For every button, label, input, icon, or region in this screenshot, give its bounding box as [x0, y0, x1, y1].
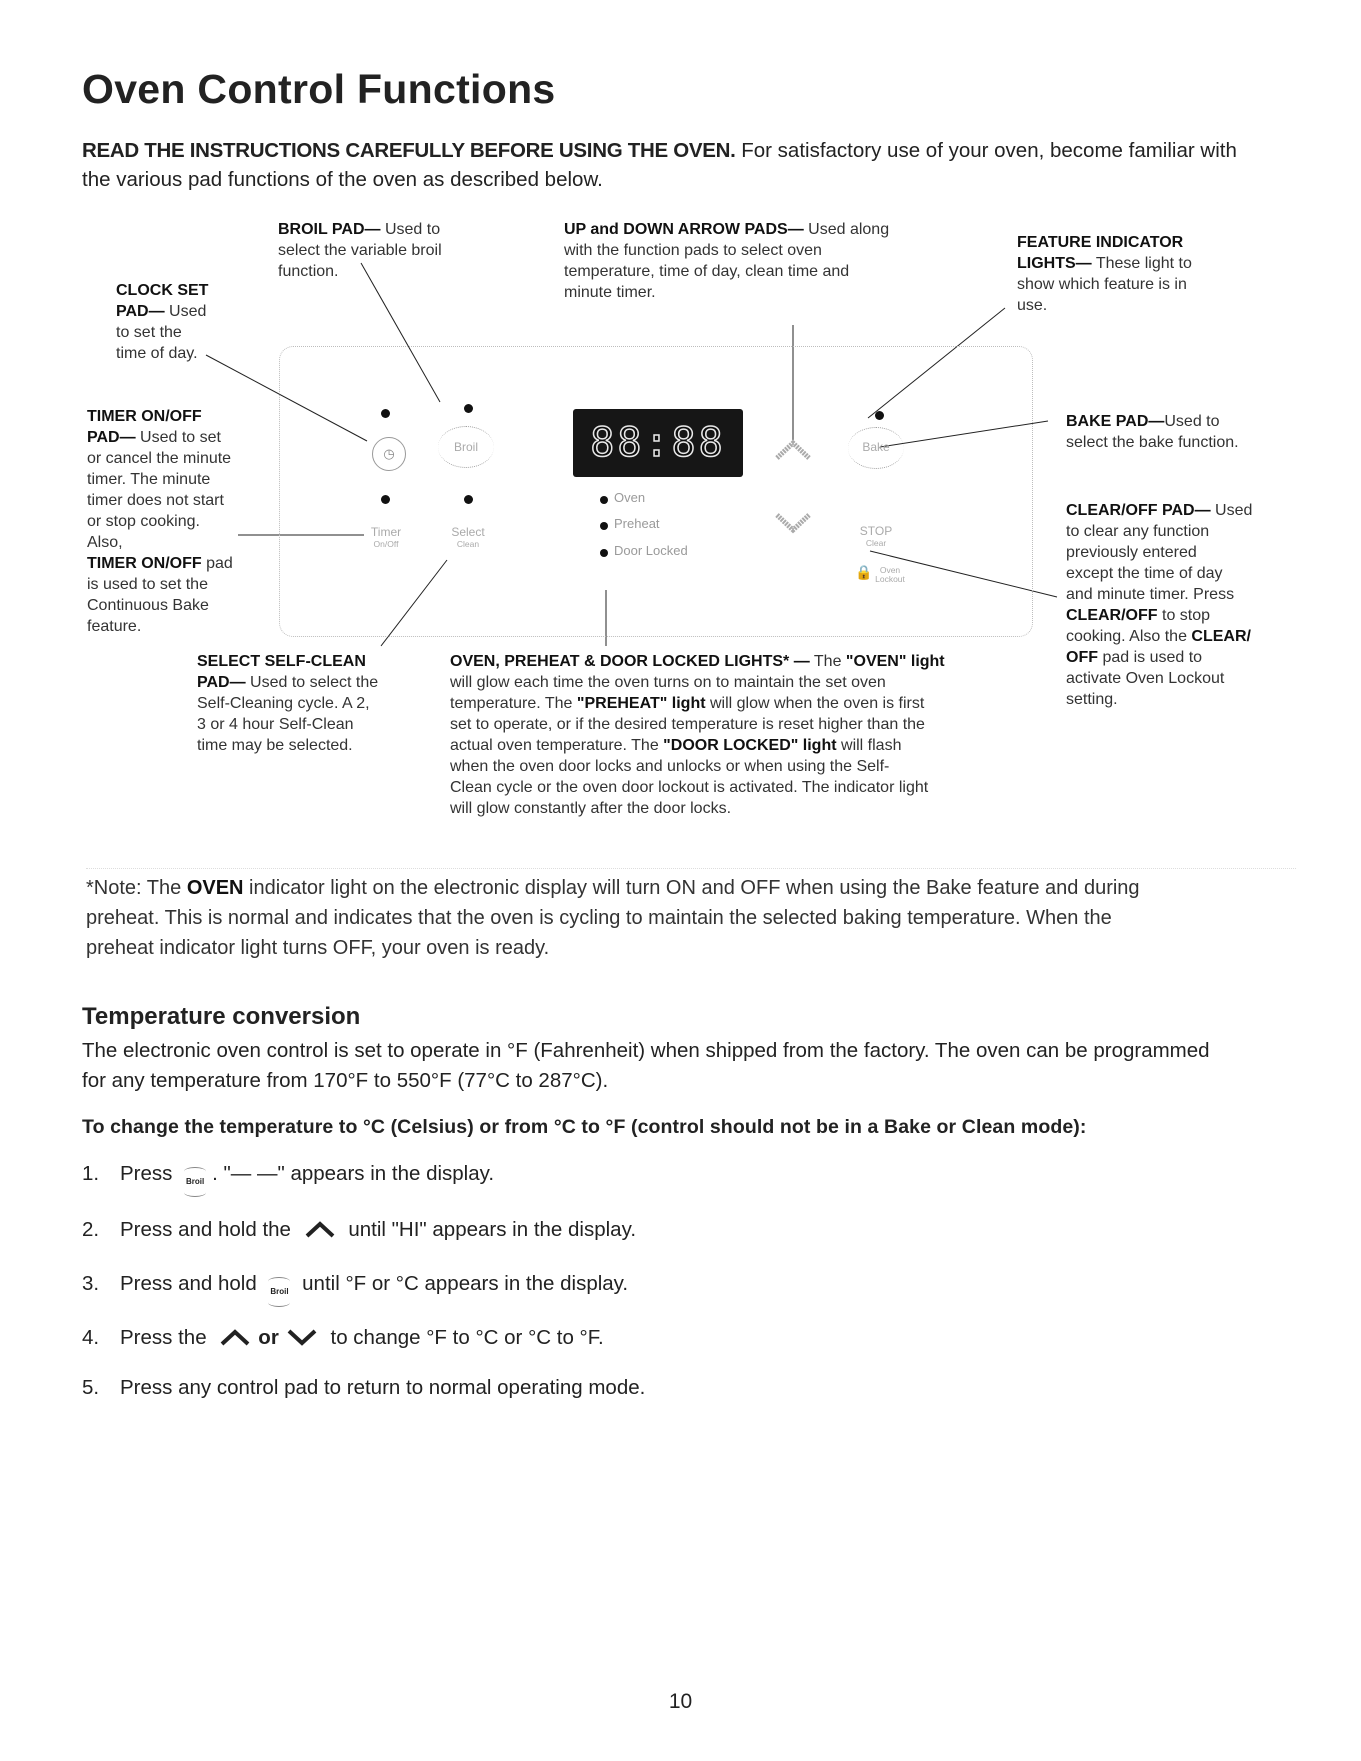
- lights-text-3b: will glow when the oven is first: [705, 695, 925, 712]
- step-2-number: 2.: [82, 1218, 100, 1241]
- clear-text-2: to clear any function: [1066, 523, 1210, 540]
- lockout-label-1: Oven: [879, 565, 901, 575]
- clock-text-1: Used: [169, 303, 207, 320]
- step-3: [82, 1272, 628, 1304]
- arrows-title: UP and DOWN ARROW PADS—: [564, 221, 804, 238]
- step-4-or: or: [258, 1326, 279, 1349]
- clear-title-3: CLEAR/: [1191, 628, 1251, 645]
- note-bold: OVEN: [186, 877, 244, 899]
- lights-bold-1: "OVEN" light: [845, 653, 945, 670]
- timer-pad[interactable]: [360, 526, 412, 550]
- lights-title: OVEN, PREHEAT & DOOR LOCKED LIGHTS* —: [450, 653, 810, 670]
- oven-lockout-label: [870, 566, 910, 584]
- note-line-1: indicator light on the electronic display will turn ON and OFF when using the Bake feature and during: [243, 877, 1140, 899]
- temperature-heading: Temperature conversion: [82, 1003, 361, 1030]
- timer-text-9: Continuous Bake: [87, 597, 209, 614]
- timer-text-5: or stop cooking.: [87, 513, 200, 530]
- temperature-para-1: The electronic oven control is set to operate in °F (Fahrenheit) when shipped from the factory. The oven can be programmed: [82, 1039, 1210, 1062]
- lights-text-7: Clean cycle or the oven door lockout is activated. The indicator light: [450, 779, 929, 796]
- timer-text-3: timer. The minute: [87, 471, 211, 488]
- callout-arrow-pads: [564, 219, 964, 303]
- clear-text-3: previously entered: [1066, 544, 1197, 561]
- lock-icon: 🔒: [855, 564, 873, 580]
- clock-title-1: CLOCK SET: [116, 282, 209, 299]
- timer-pad-sublabel: On/Off: [373, 539, 399, 549]
- lights-bold-3: "DOOR LOCKED" light: [663, 737, 837, 754]
- selfclean-text-3: 3 or 4 hour Self-Clean: [197, 716, 354, 733]
- preheat-light-dot: [600, 522, 608, 530]
- callout-indicator-lights: [450, 651, 1020, 819]
- timer-pad-dot: [381, 495, 390, 504]
- step-3-text-a: Press and hold: [120, 1272, 263, 1295]
- step-4: [82, 1326, 604, 1350]
- broil-text-3: function.: [278, 263, 339, 280]
- bake-pad[interactable]: Bake: [862, 440, 890, 454]
- clear-text-1: Used: [1210, 502, 1253, 519]
- timer-text-2: or cancel the minute: [87, 450, 232, 467]
- timer-text-4: timer does not start: [87, 492, 224, 509]
- callout-self-clean-pad: [197, 651, 427, 756]
- broil-pad[interactable]: Broil: [453, 440, 478, 454]
- lights-text-5: actual oven temperature. The: [450, 737, 664, 754]
- temperature-para-2: for any temperature from 170°F to 550°F (77°C to 287°C).: [82, 1069, 609, 1092]
- arrows-text-4: minute timer.: [564, 284, 656, 301]
- up-arrow-icon[interactable]: [773, 439, 813, 461]
- select-pad-dot: [464, 495, 473, 504]
- step-1: [82, 1162, 494, 1194]
- timer-pad-label: Timer: [370, 525, 402, 539]
- feature-title-2: LIGHTS—: [1017, 255, 1092, 272]
- selfclean-title-2: PAD—: [197, 674, 246, 691]
- timer-title-2: PAD—: [87, 429, 136, 446]
- stop-pad-label: STOP: [859, 524, 893, 538]
- door-locked-light-dot: [600, 549, 608, 557]
- temperature-instruction: To change the temperature to °C (Celsius) or from °C to °F (control should not be in a Bake or Clean mode):: [82, 1116, 1087, 1138]
- clear-text-9: activate Oven Lockout: [1066, 670, 1225, 687]
- step-4-text-a: Press the: [120, 1326, 213, 1349]
- display-readout: 88:88: [590, 420, 726, 466]
- note-paragraph: [86, 868, 1296, 963]
- callout-bake-pad: [1066, 411, 1306, 453]
- step-3-text-b: until °F or °C appears in the display.: [296, 1272, 629, 1295]
- selfclean-text-1: Used to select the: [245, 674, 379, 691]
- clear-title-4: OFF: [1066, 649, 1098, 666]
- oven-light-label: Oven: [614, 490, 646, 505]
- lights-text-8: will glow constantly after the door locks.: [450, 800, 732, 817]
- broil-pad-icon: Broil: [178, 1170, 212, 1194]
- feature-text-2: show which feature is in: [1017, 276, 1187, 293]
- note-line-2: preheat. This is normal and indicates that the oven is cycling to maintain the selected baking temperature. When the: [86, 907, 1112, 929]
- intro-text-1: For satisfactory use of your oven, become familiar with: [735, 139, 1237, 162]
- callout-timer-pad: [87, 406, 277, 637]
- step-1-text-b: . "— —" appears in the display.: [212, 1162, 495, 1185]
- clock-icon[interactable]: ◷: [372, 437, 406, 471]
- timer-text-1: Used to set: [135, 429, 221, 446]
- step-2-text-a: Press and hold the: [120, 1218, 297, 1241]
- bake-title: BAKE PAD—: [1066, 413, 1165, 430]
- stop-clear-pad[interactable]: [850, 525, 902, 549]
- broil-indicator-dot: [464, 404, 473, 413]
- step-1-number: 1.: [82, 1162, 100, 1185]
- preheat-light-label: Preheat: [614, 516, 660, 531]
- timer-text-8: is used to set the: [87, 576, 208, 593]
- page-title: Oven Control Functions: [82, 66, 556, 112]
- up-arrow-icon: [303, 1220, 337, 1238]
- lockout-label-2: Lockout: [875, 574, 905, 584]
- clear-text-10: setting.: [1066, 691, 1118, 708]
- select-pad-label: Select: [451, 525, 485, 539]
- down-arrow-icon: [285, 1328, 319, 1346]
- control-panel: [279, 346, 1033, 637]
- selfclean-text-4: time may be selected.: [197, 737, 353, 754]
- select-clean-pad[interactable]: [442, 526, 494, 550]
- stop-pad-sublabel: Clear: [865, 538, 887, 548]
- note-pre: *Note: The: [86, 877, 187, 899]
- bake-indicator-dot: [875, 411, 884, 420]
- broil-text-2: select the variable broil: [278, 242, 442, 259]
- timer-text-7: pad: [201, 555, 233, 572]
- clear-text-8: pad is used to: [1098, 649, 1203, 666]
- timer-text-10: feature.: [87, 618, 142, 635]
- arrows-text-1: Used along: [803, 221, 890, 238]
- step-1-text-a: Press: [120, 1162, 179, 1185]
- arrows-text-3: temperature, time of day, clean time and: [564, 263, 850, 280]
- oven-light-dot: [600, 496, 608, 504]
- lights-text-4: set to operate, or if the desired temperature is reset higher than the: [450, 716, 925, 733]
- timer-title-1: TIMER ON/OFF: [87, 408, 202, 425]
- clear-title: CLEAR/OFF PAD—: [1066, 502, 1211, 519]
- bake-text-1: Used to: [1164, 413, 1220, 430]
- step-2: [82, 1218, 636, 1242]
- step-4-number: 4.: [82, 1326, 100, 1349]
- feature-title-1: FEATURE INDICATOR: [1017, 234, 1184, 251]
- step-4-text-b: to change °F to °C or °C to °F.: [324, 1326, 604, 1349]
- temperature-paragraph: [82, 1036, 1302, 1096]
- step-5-number: 5.: [82, 1376, 100, 1399]
- feature-text-1: These light to: [1091, 255, 1192, 272]
- callout-feature-lights: [1017, 232, 1247, 316]
- clock-title-2: PAD—: [116, 303, 165, 320]
- door-locked-light-label: Door Locked: [614, 543, 688, 558]
- clock-text-3: time of day.: [116, 345, 198, 362]
- clock-text-2: to set the: [116, 324, 182, 341]
- lights-text-2: will glow each time the oven turns on to maintain the set oven: [450, 674, 886, 691]
- clear-text-6: to stop: [1157, 607, 1211, 624]
- step-5-text-a: Press any control pad to return to normal operating mode.: [120, 1376, 646, 1399]
- broil-text-1: Used to: [380, 221, 441, 238]
- up-arrow-icon: [218, 1328, 252, 1346]
- digital-display: [573, 409, 743, 477]
- broil-pad-icon: Broil: [262, 1280, 296, 1304]
- step-2-text-b: until "HI" appears in the display.: [342, 1218, 637, 1241]
- down-arrow-icon[interactable]: [773, 512, 813, 534]
- select-pad-sublabel: Clean: [456, 539, 480, 549]
- selfclean-text-2: Self-Cleaning cycle. A 2,: [197, 695, 370, 712]
- lights-bold-2: "PREHEAT" light: [576, 695, 706, 712]
- broil-title: BROIL PAD—: [278, 221, 381, 238]
- intro-bold: READ THE INSTRUCTIONS CAREFULLY BEFORE USING THE OVEN.: [82, 139, 736, 162]
- lights-text-1: The: [809, 653, 846, 670]
- arrows-text-2: with the function pads to select oven: [564, 242, 822, 259]
- lights-text-3: temperature. The: [450, 695, 577, 712]
- intro-text-2: the various pad functions of the oven as described below.: [82, 168, 603, 191]
- callout-clear-pad: [1066, 500, 1316, 710]
- step-5: [82, 1376, 645, 1400]
- clear-title-2: CLEAR/OFF: [1066, 607, 1158, 624]
- callout-broil-pad: [278, 219, 508, 282]
- page-number: 10: [668, 1690, 693, 1713]
- lights-text-5b: will flash: [836, 737, 902, 754]
- lights-text-6: when the oven door locks and unlocks or when using the Self-: [450, 758, 890, 775]
- bake-text-2: select the bake function.: [1066, 434, 1239, 451]
- timer-text-6: Also,: [87, 534, 123, 551]
- feature-text-3: use.: [1017, 297, 1048, 314]
- clear-text-7: cooking. Also the: [1066, 628, 1192, 645]
- timer-title-3: TIMER ON/OFF: [87, 555, 202, 572]
- note-line-3: preheat indicator light turns OFF, your oven is ready.: [86, 937, 550, 959]
- selfclean-title-1: SELECT SELF-CLEAN: [197, 653, 366, 670]
- step-3-number: 3.: [82, 1272, 100, 1295]
- timer-indicator-dot: [381, 409, 390, 418]
- clear-text-4: except the time of day: [1066, 565, 1223, 582]
- clear-text-5: and minute timer. Press: [1066, 586, 1235, 603]
- callout-clock-set: [116, 280, 276, 364]
